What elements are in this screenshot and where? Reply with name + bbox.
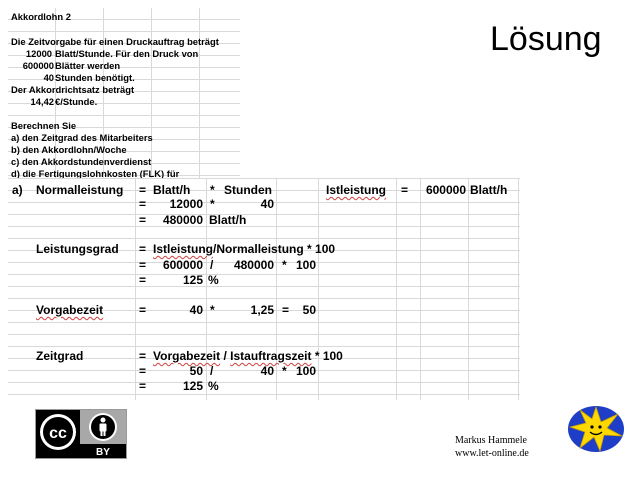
- task-line: a) den Zeitgrad des Mitarbeiters: [11, 132, 153, 143]
- equals-sign: =: [139, 242, 147, 256]
- task-line: Berechnen Sie: [11, 120, 77, 131]
- vorgabezeit-term: Vorgabezeit: [36, 303, 104, 317]
- sun-logo-icon: [566, 404, 626, 454]
- task-heading: Akkordlohn 2: [11, 11, 71, 22]
- times-sign: *: [210, 303, 215, 317]
- author-name: Markus Hammele: [455, 435, 527, 446]
- equals-sign: =: [401, 183, 409, 197]
- istleistung-value: 600000: [425, 183, 466, 197]
- task-line: Stunden benötigt.: [55, 72, 135, 83]
- value-cell: 40: [260, 364, 274, 378]
- formula-part: Istleistung: [153, 242, 214, 256]
- leistungsgrad-formula: [153, 242, 335, 256]
- equals-sign: =: [282, 303, 290, 317]
- times-sign: *: [282, 364, 287, 378]
- percent-unit: %: [208, 379, 219, 393]
- by-label: BY: [96, 447, 110, 458]
- slide-title: Lösung: [490, 20, 602, 58]
- value-cell: 100: [295, 258, 316, 272]
- cc-text: cc: [49, 425, 67, 442]
- value-cell: 480000: [233, 258, 274, 272]
- value-cell: 40: [260, 197, 274, 211]
- task-line: d) die Fertigungslohnkosten (FLK) für: [11, 168, 180, 178]
- task-label: a): [12, 183, 23, 197]
- equals-sign: =: [139, 197, 147, 211]
- task-number: 600000: [22, 60, 54, 71]
- task-number: 40: [43, 72, 54, 83]
- formula-factor: Blatt/h: [153, 183, 191, 197]
- equals-sign: =: [139, 273, 147, 287]
- equals-sign: =: [139, 258, 147, 272]
- division-sign: /: [210, 364, 214, 378]
- equals-sign: =: [139, 213, 147, 227]
- equals-sign: =: [139, 349, 147, 363]
- task-number: 12000: [25, 48, 52, 59]
- equals-sign: =: [139, 303, 147, 317]
- formula-part: /Normalleistung * 100: [213, 242, 336, 256]
- task-line: Die Zeitvorgabe für einen Druckauftrag beträgt: [11, 36, 219, 47]
- equals-sign: =: [139, 364, 147, 378]
- value-cell: 600000: [162, 258, 203, 272]
- equals-sign: =: [139, 183, 147, 197]
- solution-sheet: [8, 178, 520, 400]
- task-line: b) den Akkordlohn/Woche: [11, 144, 127, 155]
- formula-part: Istauftragszeit: [230, 349, 312, 363]
- cc-by-icon: [36, 410, 126, 458]
- formula-part: Vorgabezeit: [153, 349, 221, 363]
- value-cell: 40: [189, 303, 203, 317]
- leistungsgrad-term: Leistungsgrad: [36, 242, 119, 256]
- result-unit: Blatt/h: [209, 213, 247, 227]
- task-line: Blatt/Stunde. Für den Druck von: [55, 48, 199, 59]
- sun-logo: [566, 404, 626, 454]
- times-sign: *: [210, 183, 215, 197]
- times-sign: *: [282, 258, 287, 272]
- result-cell: 125: [182, 379, 203, 393]
- zeitgrad-term: Zeitgrad: [36, 349, 84, 363]
- result-cell: 50: [302, 303, 316, 317]
- task-line: c) den Akkordstundenverdienst: [11, 156, 152, 167]
- times-sign: *: [210, 197, 215, 211]
- division-sign: /: [210, 258, 214, 272]
- result-cell: 480000: [162, 213, 203, 227]
- zeitgrad-formula: [153, 349, 343, 363]
- istleistung-term: Istleistung: [326, 183, 387, 197]
- task-line: €/Stunde.: [55, 96, 98, 107]
- equals-sign: =: [139, 379, 147, 393]
- normalleistung-term: Normalleistung: [36, 183, 124, 197]
- task-sheet: [8, 8, 240, 178]
- value-cell: 100: [295, 364, 316, 378]
- percent-unit: %: [208, 273, 219, 287]
- formula-part: * 100: [311, 349, 343, 363]
- author-url[interactable]: www.let-online.de: [455, 448, 529, 459]
- value-cell: 50: [189, 364, 203, 378]
- formula-part: /: [220, 349, 231, 363]
- formula-factor: Stunden: [224, 183, 272, 197]
- task-number: 14,42: [30, 96, 54, 107]
- task-line: Der Akkordrichtsatz beträgt: [11, 84, 135, 95]
- value-cell: 12000: [169, 197, 203, 211]
- result-cell: 125: [182, 273, 203, 287]
- author-block: [455, 434, 529, 460]
- value-cell: 1,25: [250, 303, 274, 317]
- istleistung-unit: Blatt/h: [470, 183, 508, 197]
- task-line: Blätter werden: [55, 60, 121, 71]
- cc-by-license-badge: [35, 409, 127, 459]
